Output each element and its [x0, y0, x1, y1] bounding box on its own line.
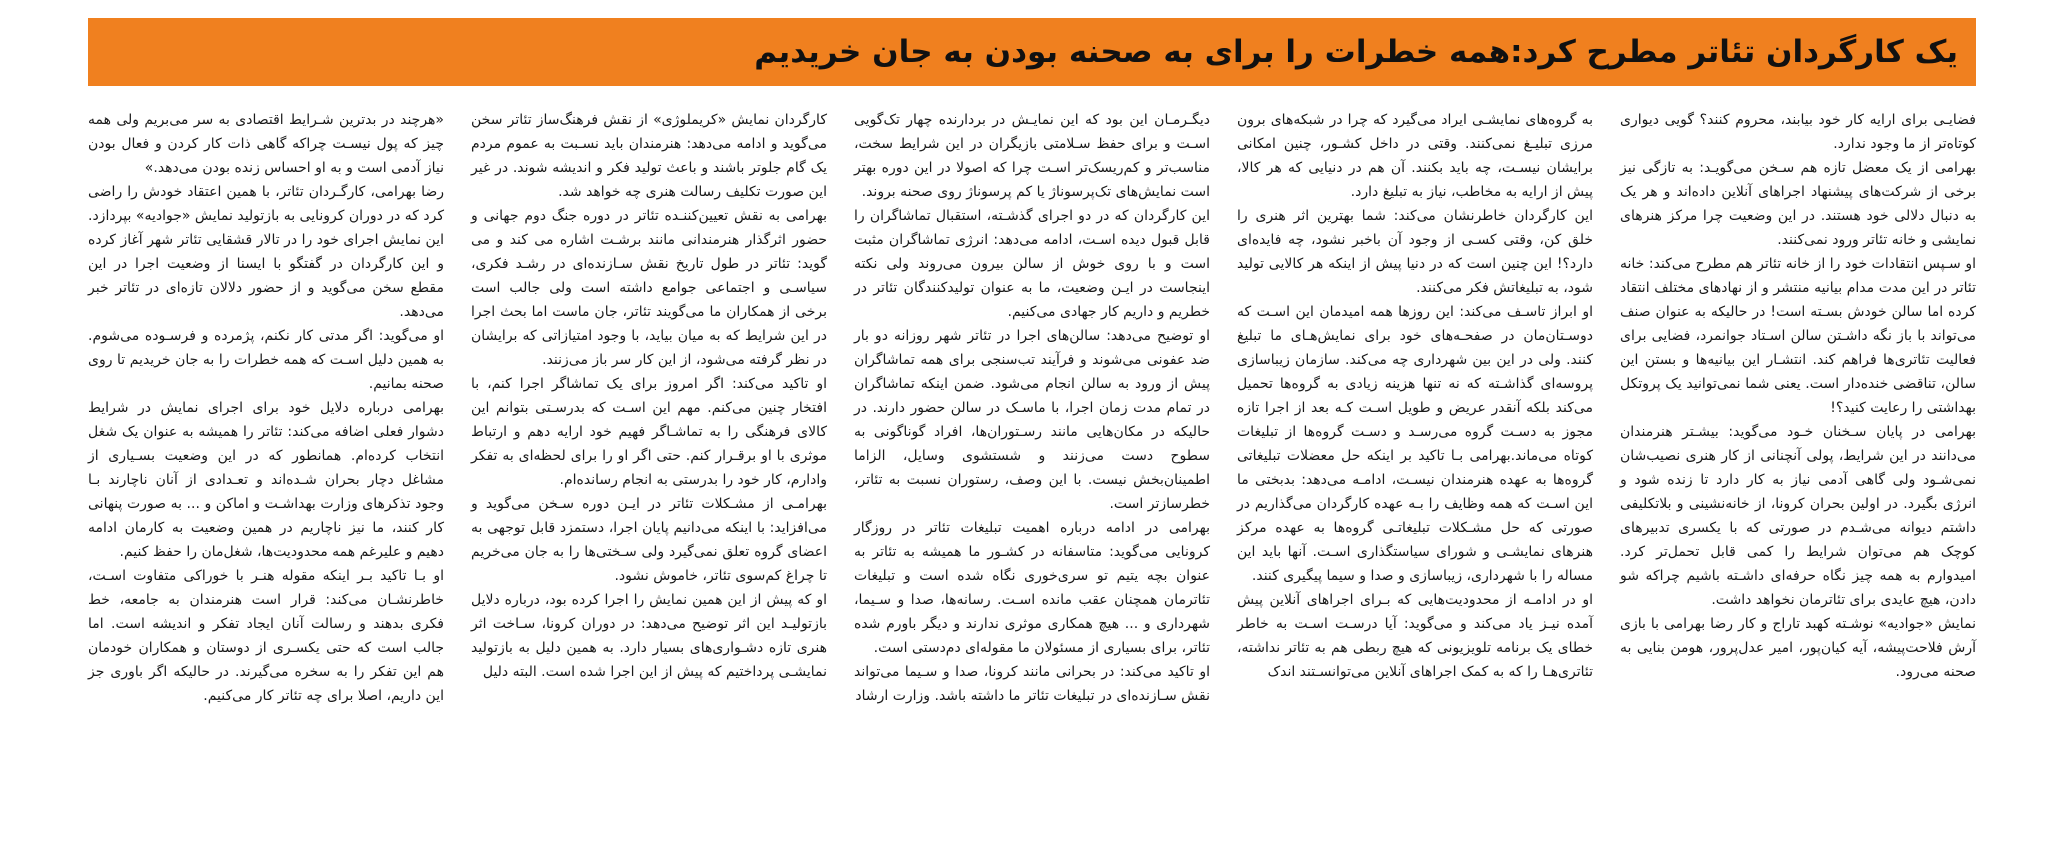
- article-column-1: [88, 108, 444, 704]
- paragraph: او سـپس انتقادات خود را از خانه تئاتر هم مطرح می‌کند: خانه تئاتر در این مدت مدام بیانیه منتشر و از نهادهای مختلف انتقاد کرده اما سالن خودش بسـته است! در حالیکه به عنوان صنف می‌تواند با باز نگه داشـتن سالن اسـتاد جوانمرد، فضایی برای فعالیت تئاتری‌ها فراهم کند. انتشـار این بیانیه‌ها و بستن این سالن، تناقضی خنده‌دار است. یعنی شما نمی‌توانید یک پروتکل بهداشتی را رعایت کنید؟!: [1620, 256, 1976, 416]
- paragraph: به گروه‌های نمایشـی ایراد می‌گیرد که چرا در شبکه‌های برون مرزی تبلیـغ نمی‌کنند. وقتی در داخل کشـور، چنین امکانی برایشان نیسـت، چه باید بکنند. آن هم در دنیایی که هر کالا، پیش از ارایه به مخاطب، نیاز به تبلیغ دارد.: [1237, 112, 1593, 200]
- paragraph: این کارگردان خاطرنشان می‌کند: شما بهترین اثر هنری را خلق کن، وقتی کسـی از وجود آن باخبر نشود، چه فایده‌ای دارد؟! این چنین است که در دنیا پیش از اینکه هر کالایی تولید شود، به تبلیغاتش فکر می‌کنند.: [1237, 208, 1593, 296]
- paragraph: نمایش «جوادیه» نوشـته کهبد تاراج و کار رضا بهرامی با بازی آرش فلاحت‌پیشه، آیه کیان‌پور، امیر عدل‌پرور، هومن بنایی به صحنه می‌رود.: [1620, 616, 1976, 680]
- paragraph: او که پیش از این همین نمایش را اجرا کرده بود، درباره دلایل بازتولیـد این اثر توضیح می‌دهد: در دوران کرونا، سـاخت اثر هنری تازه دشـواری‌های بسیار دارد. به همین دلیل به بازتولید نمایشـی پرداختیم که پیش از این اجرا شده است. البته دلیل: [471, 592, 827, 680]
- paragraph: بهرامـی از مشـکلات تئاتر در ایـن دوره سـخن می‌گوید و می‌افزاید: با اینکه می‌دانیم پایان اجرا، دستمزد قابل توجهی به اعضای گروه تعلق نمی‌گیرد ولی سـختی‌ها را به جان می‌خریم تا چراغ کم‌سوی تئاتر، خاموش نشود.: [471, 496, 827, 584]
- paragraph: بهرامی در ادامه درباره اهمیت تبلیغات تئاتر در روزگار کرونایی می‌گوید: متاسفانه در کشـور ما همیشه به تئاتر به عنوان بچه یتیم تو سری‌خوری نگاه شده است و تبلیغات تئاترمان همچنان عقب مانده اسـت. رسانه‌ها، صدا و سـیما، شهرداری و ... هیچ همکاری موثری ندارند و دیگر باورم شده تئاتر، برای بسیاری از مسئولان ما مقوله‌ای دم‌دستی است.: [854, 520, 1210, 656]
- article-column-3: [854, 108, 1210, 704]
- paragraph: بهرامی درباره دلایل خود برای اجرای نمایش در شرایط دشوار فعلی اضافه می‌کند: تئاتر را همیشه به عنوان یک شغل انتخاب کرده‌ام. همانطور که در این وضعیت بسـیاری از مشاغل دچار بحران شـده‌اند و تعـدادی از آنان ناچارند بـا وجود تذکرهای وزارت بهداشـت و اماکن و ... به صورت پنهانی کار کنند، ما نیز ناچاریم در همین وضعیت به کارمان ادامه دهیم و علیرغم همه محدودیت‌ها، شغل‌مان را حفظ کنیم.: [88, 400, 444, 560]
- paragraph: بهرامی در پایان سـخنان خـود می‌گوید: بیشـتر هنرمندان می‌دانند در این شرایط، پولی آنچنانی از کار هنری نصیب‌شان نمی‌شـود ولی گاهی آدمی نیاز به کار دارد تا زنده شود و انرژی بگیرد. در اولین بحران کرونا، از خانه‌نشینی و بلاتکلیفی داشتم دیوانه می‌شـدم در صورتی که با یکسری تدبیرهای کوچک هم می‌توان شرایط را کمی قابل تحمل‌تر کرد. امیدوارم به همه چیز نگاه حرفه‌ای داشـته باشیم چراکه شو دادن، هیچ عایدی برای تئاترمان نخواهد داشت.: [1620, 424, 1976, 608]
- paragraph: بهرامی از یک معضل تازه هم سـخن می‌گویـد: به تازگی نیز برخی از شرکت‌های پیشنهاد اجراهای آنلاین داده‌اند و هر یک به دنبال دلالی خود هستند. در این وضعیت چرا مرکز هنرهای نمایشی و خانه تئاتر ورود نمی‌کنند.: [1620, 160, 1976, 248]
- article-column-5: [1620, 108, 1976, 688]
- article-column-4: [1237, 108, 1593, 688]
- paragraph: او تاکید می‌کند: اگر امروز برای یک تماشاگر اجرا کنم، با افتخار چنین می‌کنم. مهم این اسـت که بدرسـتی بتوانم این کالای فرهنگی را به تماشـاگر فهیم خود ارایه دهم و ارتباط موثری با او برقـرار کنم. حتی اگر او را برای لحظه‌ای به تفکر وادارم، کار خود را بدرستی به انجام رسانده‌ام.: [471, 376, 827, 488]
- headline-banner: [88, 18, 1976, 86]
- paragraph: این کارگردان که در دو اجرای گذشـته، استقبال تماشاگران را قابل قبول دیده اسـت، ادامه می‌دهد: انرژی تماشاگران مثبت است و با روی خوش از سالن بیرون می‌روند ولی نکته اینجاست در ایـن وضعیت، ما به عنوان تولیدکنندگان تئاتر در خطریم و داریم کار جهادی می‌کنیم.: [854, 208, 1210, 320]
- paragraph: او می‌گوید: اگر مدتی کار نکنم، پژمرده و فرسـوده می‌شوم. به همین دلیل اسـت که همه خطرات را به جان خریدیم تا روی صحنه بمانیم.: [88, 328, 444, 392]
- paragraph: او ابراز تاسـف می‌کند: این روزها همه امیدمان این اسـت که دوسـتان‌مان در صفحـه‌های خود برای نمایش‌هـای ما تبلیغ کنند. ولی در این بین شهرداری چه می‌کند. سازمان زیباسازی پروسه‌ای گذاشـته که نه تنها هزینه زیادی به گروه‌ها تحمیل می‌کند بلکه آنقدر عریض و طویل اسـت کـه بعد از اجرا تازه مجوز به دسـت گروه می‌رسـد و دسـت گروه‌ها از تبلیغات کوتاه می‌ماند.بهرامی بـا تاکید بر اینکه حل معضلات تبلیغاتی گروه‌ها به عهده هنرمندان نیسـت، ادامـه می‌دهد: بدبختی ما این اسـت که همه وظایف را بـه عهده کارگردان می‌گذاریم در صورتی که حل مشـکلات تبلیغاتـی گروه‌ها به عهده مرکز هنرهای نمایشـی و شورای سیاستگذاری اسـت. آنها باید این مساله را با شهرداری، زیباسازی و صدا و سیما پیگیری کنند.: [1237, 304, 1593, 584]
- paragraph: او در ادامـه از محدودیت‌هایی که بـرای اجراهای آنلاین پیش آمده نیـز یاد می‌کند و می‌گوید: آیا درسـت اسـت به خاطر خطای یک برنامه تلویزیونی که هیچ ربطی هم به تئاتر نداشته، تئاتری‌هـا را که به کمک اجراهای آنلاین می‌توانسـتند اندک: [1237, 592, 1593, 680]
- article-column-2: [471, 108, 827, 688]
- paragraph: کارگردان نمایش «کریملوژی» از نقش فرهنگ‌ساز تئاتر سخن می‌گوید و ادامه می‌دهد: هنرمندان باید نسـبت به عموم مردم یک گام جلوتر باشند و باعث تولید فکر و اندیشه شوند. در غیر این صورت تکلیف رسالت هنری چه خواهد شد.: [471, 112, 827, 200]
- paragraph: بهرامی به نقش تعیین‌کننـده تئاتر در دوره جنگ دوم جهانی و حضور اثرگذار هنرمندانی مانند برشـت اشاره می کند و می گوید: تئاتر در طول تاریخ نقش سـازنده‌ای در رشـد فکری، سیاسـی و اجتماعی جوامع داشته است ولی جالب است برخی از همکاران ما می‌گویند تئاتر، جان ماست اما بحث اجرا در این شرایط که به میان بیاید، با وجود امتیازاتی که برایشان در نظر گرفته می‌شود، از این کار سر باز می‌زنند.: [471, 208, 827, 368]
- paragraph: فضایـی برای ارایه کار خود بیابند، محروم کنند؟ گویی دیواری کوتاه‌تر از ما وجود ندارد.: [1620, 112, 1976, 152]
- article-headline: یک کارگردان تئاتر مطرح کرد:همه خطرات را برای به صحنه بودن به جان خریدیم: [754, 34, 1958, 70]
- paragraph: «هرچند در بدترین شـرایط اقتصادی به سر می‌بریم ولی همه چیز که پول نیسـت چراکه گاهی ذات کار کردن و فعال بودن نیاز آدمی است و به او احساس زنده بودن می‌دهد.»: [88, 112, 444, 176]
- paragraph: رضا بهرامی، کارگـردان تئاتر، با همین اعتقاد خودش را راضی کرد که در دوران کرونایی به بازتولید نمایش «جوادیه» بپردازد. این نمایش اجرای خود را در تالار قشقایی تئاتر شهر آغاز کرده و این کارگردان در گفتگو با ایسنا از وضعیت اجرا در این مقطع سخن می‌گوید و از حضور دلالان تازه‌ای در تئاتر خبر می‌دهد.: [88, 184, 444, 320]
- paragraph: او بـا تاکید بـر اینکه مقوله هنـر با خوراکی متفاوت اسـت، خاطرنشـان می‌کند: قرار است هنرمندان به جامعه، خط فکری بدهند و رسالت آنان ایجاد تفکر و اندیشه است. اما جالب است که حتی یکسـری از دوستان و همکاران خودمان هم این تفکر را به سخره می‌گیرند. در حالیکه اگر باوری جز این داریم، اصلا برای چه تئاتر کار می‌کنیم.: [88, 568, 444, 704]
- article-body: [88, 108, 1976, 704]
- paragraph: او توضیح می‌دهد: سالن‌های اجرا در تئاتر شهر روزانه دو بار ضد عفونی می‌شوند و فرآیند تب‌سنجی برای همه تماشاگران پیش از ورود به سالن انجام می‌شود. ضمن اینکه تماشاگران در تمام مدت زمان اجرا، با ماسـک در سالن حضور دارند. در حالیکه در مکان‌هایی مانند رسـتوران‌ها، افراد گوناگونی به سطوح دست می‌زنند و شستشوی وسایل، الزاما اطمینان‌بخش نیست. با این وصف، رستوران نسبت به تئاتر، خطرسازتر است.: [854, 328, 1210, 512]
- paragraph: او تاکید می‌کند: در بحرانی مانند کرونا، صدا و سـیما می‌تواند نقش سـازنده‌ای در تبلیغات تئاتر ما داشته باشد. وزارت ارشاد: [854, 664, 1210, 704]
- paragraph: دیگـرمـان این بود که این نمایـش در بردارنده چهار تک‌گویی اسـت و برای حفظ سـلامتی بازیگران در این شرایط سخت، مناسب‌تر و کم‌ریسک‌تر اسـت چرا که اصولا در این دوره بهتر است نمایش‌های تک‌پرسوناژ یا کم پرسوناژ روی صحنه بروند.: [854, 112, 1210, 200]
